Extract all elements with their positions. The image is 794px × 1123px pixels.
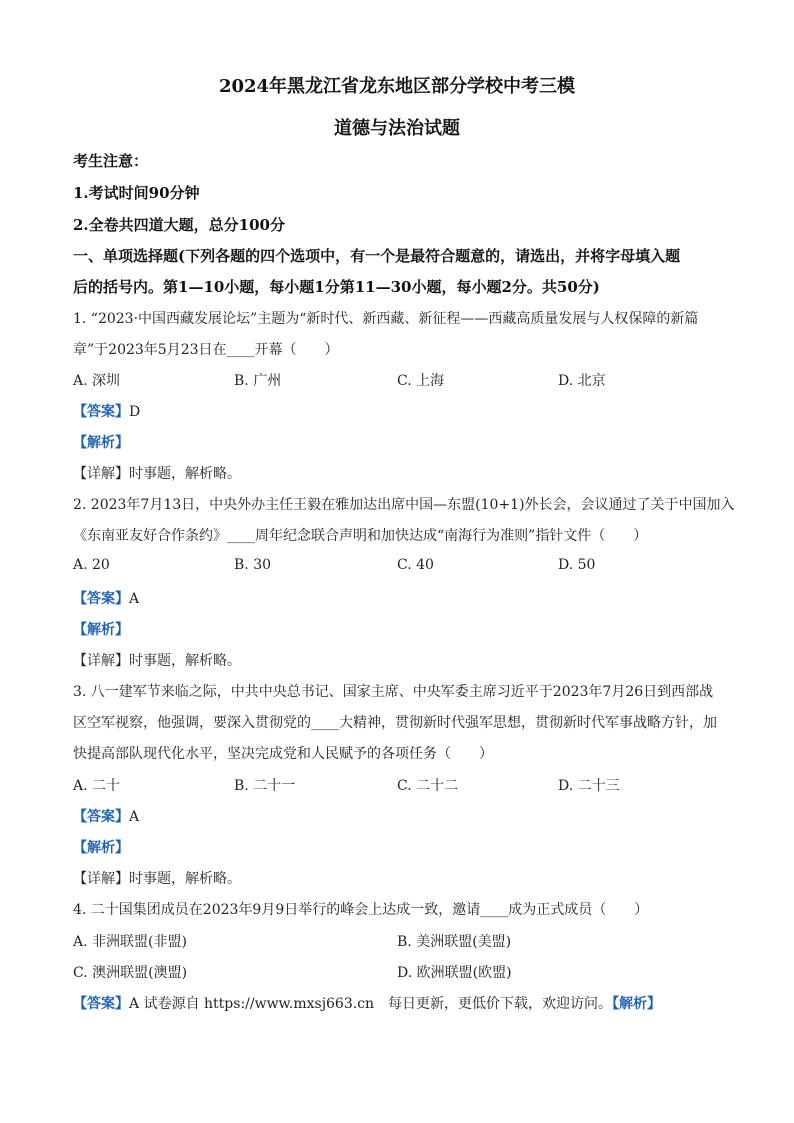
analysis-label: 【解析】: [612, 996, 662, 1012]
notice-item: 2.全卷共四道大题，总分100分: [73, 216, 285, 234]
option-d: D. 50: [558, 557, 596, 573]
question-text: 4. 二十国集团成员在2023年9月9日举行的峰会上达成一致，邀请____成为正式成员（ ）: [73, 902, 649, 918]
question-text: 1. “2023·中国西藏发展论坛”主题为“新时代、新西藏、新征程——西藏高质量发展与人权保障的新篇: [73, 311, 699, 327]
option-b: B. 广州: [234, 373, 282, 389]
exam-title: 2024年黑龙江省龙东地区部分学校中考三模: [218, 76, 576, 97]
answer-label: 【答案】: [73, 591, 129, 607]
answer-value: D: [129, 404, 141, 420]
answer-value: A: [129, 996, 140, 1012]
question-text: 章”于2023年5月23日在____开幕（ ）: [73, 342, 339, 358]
answer-line: [73, 588, 139, 608]
option-b: B. 美洲联盟(美盟): [397, 934, 512, 950]
detail-line: 【详解】时事题，解析略。: [73, 653, 241, 669]
analysis-label: 【解析】: [73, 435, 129, 451]
answer-value: A: [129, 591, 140, 607]
section-instructions: 一、单项选择题(下列各题的四个选项中，有一个是最符合题意的，请选出，并将字母填入题: [73, 247, 681, 265]
answer-label: 【答案】: [73, 404, 129, 420]
analysis-label: 【解析】: [73, 622, 129, 638]
option-d: D. 二十三: [558, 778, 620, 794]
answer-line: [73, 993, 661, 1013]
option-a: A. 深圳: [73, 373, 121, 389]
option-a: A. 非洲联盟(非盟): [73, 934, 187, 950]
option-d: D. 欧洲联盟(欧盟): [397, 965, 512, 981]
question-text: 3. 八一建军节来临之际，中共中央总书记、国家主席、中央军委主席习近平于2023年7月26日到西部战: [73, 684, 714, 700]
option-a: A. 二十: [73, 778, 121, 794]
question-text: 快提高部队现代化水平，坚决完成党和人民赋予的各项任务（ ）: [73, 746, 493, 762]
option-d: D. 北京: [558, 373, 606, 389]
option-c: C. 二十二: [397, 778, 459, 794]
option-a: A. 20: [73, 557, 110, 573]
detail-line: 【详解】时事题，解析略。: [73, 466, 241, 482]
section-instructions: 后的括号内。第1—10小题，每小题1分第11—30小题，每小题2分。共50分): [73, 278, 600, 296]
question-text: 2. 2023年7月13日，中央外办主任王毅在雅加达出席中国—东盟(10+1)外长会，会议通过了关于中国加入: [73, 497, 735, 513]
answer-line: [73, 401, 140, 421]
question-text: 《东南亚友好合作条约》____周年纪念联合声明和加快达成“南海行为准则”指针文件（ ）: [73, 528, 648, 544]
detail-line: 【详解】时事题，解析略。: [73, 871, 241, 887]
exam-subtitle: 道德与法治试题: [334, 118, 460, 139]
notice-item: 1.考试时间90分钟: [73, 184, 200, 202]
option-b: B. 30: [234, 557, 272, 573]
source-footer: 试卷源自 https://www.mxsj663.cn 每日更新，更低价下载，欢迎访问。: [143, 996, 613, 1012]
question-text: 区空军视察，他强调，要深入贯彻党的____大精神，贯彻新时代强军思想，贯彻新时代军事战略方针，加: [73, 715, 717, 731]
analysis-label: 【解析】: [73, 840, 129, 856]
option-c: C. 40: [397, 557, 434, 573]
option-c: C. 上海: [397, 373, 445, 389]
answer-line: [73, 806, 139, 826]
answer-label: 【答案】: [73, 809, 129, 825]
option-b: B. 二十一: [234, 778, 296, 794]
notice-heading: 考生注意：: [73, 152, 149, 170]
answer-value: A: [129, 809, 140, 825]
answer-label: 【答案】: [73, 996, 129, 1012]
option-c: C. 澳洲联盟(澳盟): [73, 965, 188, 981]
